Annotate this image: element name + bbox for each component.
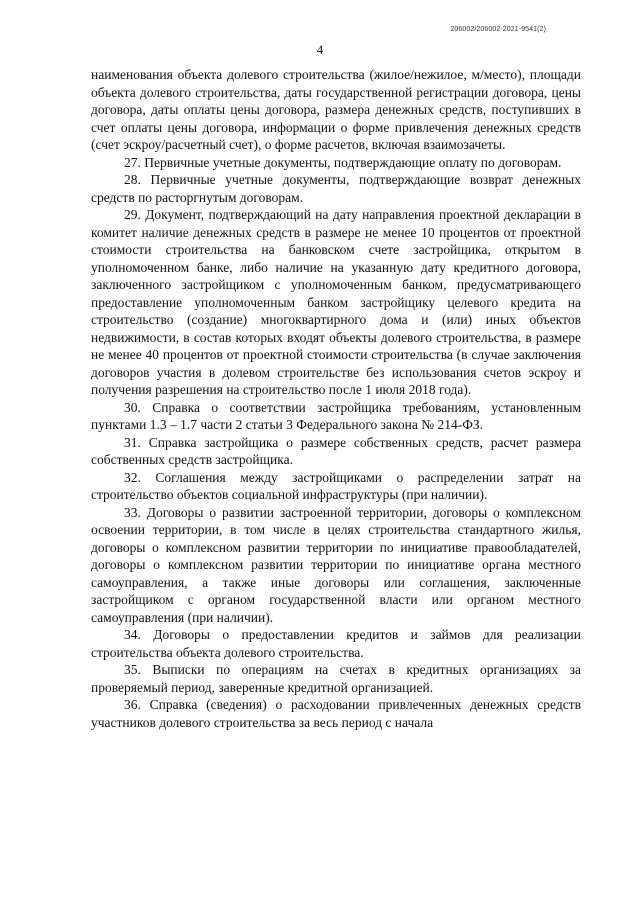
document-id: 206002/206002-2021-9541(2)	[450, 26, 546, 33]
paragraph-item-30: 30. Справка о соответствии застройщика требованиям, установленным пунктами 1.3 – 1.7 части 2 статьи 3 Федерального закона № 214-ФЗ.	[91, 399, 581, 432]
paragraph-item-32: 32. Соглашения между застройщиками о распределении затрат на строительство объектов социальной инфраструктуры (при наличии).	[91, 469, 581, 502]
paragraph-item-33: 33. Договоры о развитии застроенной территории, договоры о комплексном освоении территории, в том числе в целях строительства стандартного жилья, договоры о комплексном развитии территории по инициативе правообладателей, договоры о комплексном развитии территории по инициативе органа местного самоуправления, а также иные договоры или соглашения, заключенные застройщиком с органом государственной власти или органом местного самоуправления (при наличии).	[91, 504, 581, 625]
paragraph-item-31: 31. Справка застройщика о размере собственных средств, расчет размера собственных средств застройщика.	[91, 434, 581, 467]
paragraph-continuation: наименования объекта долевого строительства (жилое/нежилое, м/место), площади объекта долевого строительства, даты государственной регистрации договора, цены договора, даты оплаты цены договора, размера денежных средств, поступивших в счет оплаты цены договора, информации о форме привлечения денежных средств (счет эскроу/расчетный счет), о форме расчетов, включая взаимозачеты.	[91, 67, 581, 152]
paragraph-item-36: 36. Справка (сведения) о расходовании привлеченных денежных средств участников долевого строительства за весь период с начала	[91, 697, 581, 730]
paragraph-item-28: 28. Первичные учетные документы, подтверждающие возврат денежных средств по расторгнутым договорам.	[91, 172, 581, 205]
paragraph-item-35: 35. Выписки по операциям на счетах в кредитных организациях за проверяемый период, заверенные кредитной организацией.	[91, 662, 581, 695]
paragraph-item-34: 34. Договоры о предоставлении кредитов и займов для реализации строительства объекта долевого строительства.	[91, 627, 581, 660]
paragraph-item-27: 27. Первичные учетные документы, подтверждающие оплату по договорам.	[124, 154, 562, 170]
paragraph-item-29: 29. Документ, подтверждающий на дату направления проектной декларации в комитет наличие денежных средств в размере не менее 10 процентов от проектной стоимости строительства на банковском счете застройщика, открытом в уполномоченном банке, либо наличие на указанную дату кредитного договора, заключенного застройщиком с уполномоченным банком, предусматривающего предоставление уполномоченным банком застройщику целевого кредита на строительство (создание) многоквартирного дома и (или) иных объектов недвижимости, в состав которых входят объекты долевого строительства, в размере не менее 40 процентов от проектной стоимости строительства (в случае заключения договоров участия в долевом строительстве без использования счетов эскроу и получения разрешения на строительство после 1 июля 2018 года).	[91, 207, 581, 397]
page-number: 4	[316, 42, 324, 57]
document-body	[91, 66, 581, 731]
